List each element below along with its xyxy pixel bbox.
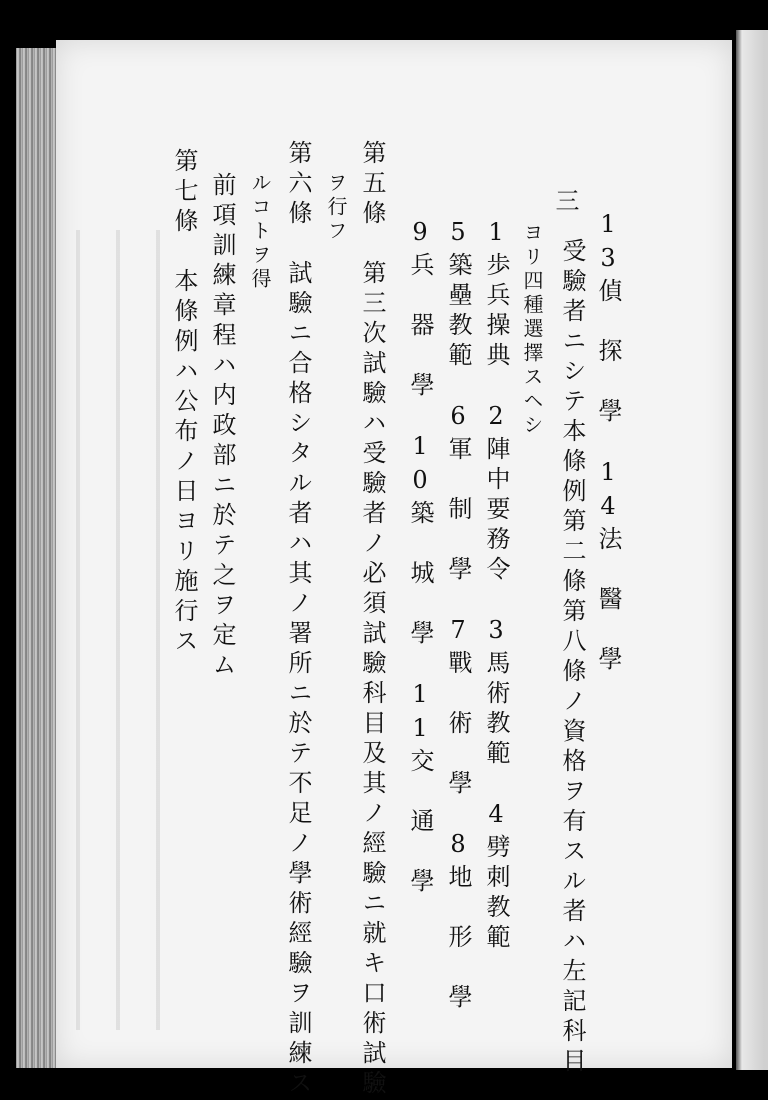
bleed-through-text <box>58 230 178 1030</box>
article-five-continuation: ヲ行フ <box>324 172 348 244</box>
text-column: ヨリ四種選擇スヘシ <box>520 222 544 438</box>
article-six-continuation: ルコトヲ得 <box>248 172 272 292</box>
article-six: 第六條 試驗ニ合格シタル者ハ其ノ署所ニ於テ不足ノ學術經驗ヲ訓練ス <box>284 140 312 1100</box>
book-page-edges-right <box>736 30 768 1070</box>
subject-list-line: 1歩兵操典 2陣中要務令 3馬術教範 4劈刺教範 <box>482 218 510 954</box>
section-heading-three: 三 <box>551 188 579 218</box>
article-seven: 第七條 本條例ハ公布ノ日ヨリ施行ス <box>170 148 198 658</box>
text-column: 受驗者ニシテ本條例第二條第八條ノ資格ヲ有スル者ハ左記科目 <box>558 238 586 1078</box>
article-five: 第五條 第三次試驗ハ受驗者ノ必須試驗科目及其ノ經驗ニ就キ口術試驗 <box>358 140 386 1100</box>
subject-list-line: 9兵 器 學 10築 城 學 11交 通 學 <box>406 218 434 898</box>
subject-list-line: 5築壘教範 6軍 制 學 7戰 術 學 8地 形 學 <box>444 218 472 1014</box>
article-six-paragraph: 前項訓練章程ハ内政部ニ於テ之ヲ定ム <box>208 172 236 682</box>
subject-item-line: 13偵 探 學 14法 醫 學 <box>594 210 622 676</box>
